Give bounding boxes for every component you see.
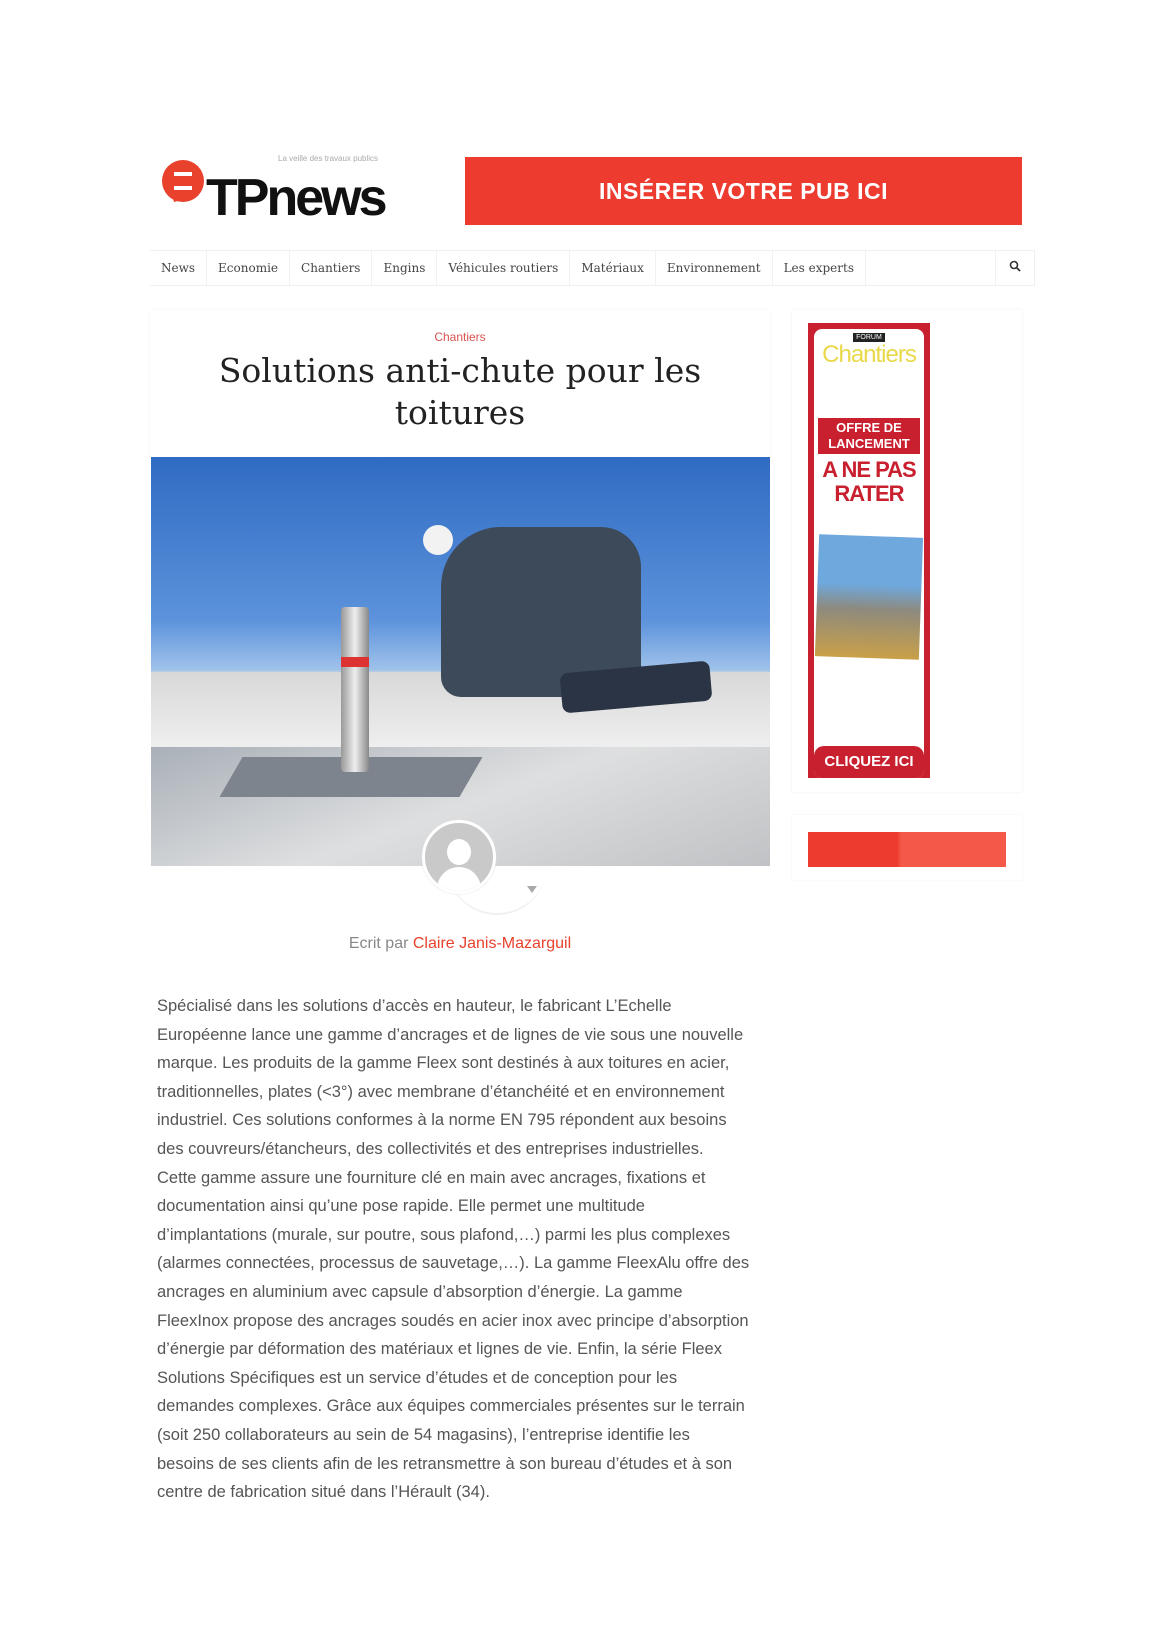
body-line: (soit 250 collaborateurs au sein de 54 magasins), l’entreprise identifie les [157, 1425, 690, 1444]
body-line: Spécialisé dans les solutions d’accès en hauteur, le fabricant L’Echelle [157, 997, 672, 1015]
body-line: FleexInox propose des ancrages soudés en acier inox avec principe d’absorption [157, 1311, 749, 1330]
article-body [157, 992, 857, 1507]
body-line: des couvreurs/étancheurs, des collectivités et des entreprises industrielles. [157, 1139, 704, 1158]
byline-prefix: Ecrit par [348, 935, 409, 952]
body-line: marque. Les produits de la gamme Fleex sont destinés à aux toitures en acier, [157, 1054, 730, 1073]
byline [150, 935, 770, 953]
article-category[interactable]: Chantiers [434, 330, 486, 344]
body-line: d’énergie par déformation des matériaux et lignes de vie. Enfin, la série Fleex [157, 1340, 722, 1359]
author-link[interactable]: Claire Janis-Mazarguil [412, 935, 572, 952]
nav-item-economie[interactable]: Economie [207, 251, 290, 285]
ad-offer: OFFRE DE LANCEMENT [818, 418, 920, 454]
nav-item-news[interactable]: News [150, 251, 207, 285]
body-line: Cette gamme assure une fourniture clé en main avec ancrages, fixations et [157, 1168, 706, 1187]
main-nav [150, 250, 1035, 286]
body-line: Solutions Spécifiques est un service d’études et de conception pour les [157, 1368, 678, 1387]
article-title: Solutions anti-chute pour les toitures [218, 351, 702, 432]
nav-item-materiaux[interactable]: Matériaux [570, 251, 656, 285]
ad-brand-small: FORUM [853, 333, 885, 342]
body-line: industriel. Ces solutions conformes à la norme EN 795 répondent aux besoins [157, 1111, 727, 1130]
forum-chantiers-ad[interactable] [808, 323, 930, 778]
magazine-cover-image [815, 534, 923, 660]
ad-headline: A NE PAS RATER [822, 457, 916, 506]
body-line: traditionnelles, plates (<3°) avec membrane d’étanchéité et en environnement [157, 1082, 725, 1101]
body-line: d’implantations (murale, sur poutre, sous plafond,…) parmi les plus complexes [157, 1225, 731, 1244]
body-line: demandes complexes. Grâce aux équipes commerciales présentes sur le terrain [157, 1397, 745, 1416]
logo-tagline: La veille des travaux publics [278, 154, 379, 163]
caret-down-icon [527, 886, 537, 898]
article-photo [151, 457, 770, 866]
nav-item-engins[interactable]: Engins [372, 251, 437, 285]
author-avatar[interactable] [422, 820, 496, 894]
nav-item-vehicules[interactable]: Véhicules routiers [437, 251, 570, 285]
header-ad-banner[interactable] [465, 157, 1022, 225]
ad-brand: Chantiers [822, 341, 916, 368]
nav-item-environnement[interactable]: Environnement [656, 251, 773, 285]
body-line: (alarmes connectées, processus de sauvetage,…). La gamme FleexAlu offre des [157, 1254, 750, 1273]
banner-text: INSÉRER VOTRE PUB ICI [598, 177, 889, 204]
search-icon[interactable] [995, 251, 1035, 285]
body-line: Européenne lance une gamme d’ancrages et de lignes de vie sous une nouvelle [157, 1025, 744, 1044]
tpnews-logo[interactable] [160, 150, 400, 232]
logo-bubble-icon [162, 160, 204, 202]
nav-item-experts[interactable]: Les experts [773, 251, 866, 285]
sidebar-red-banner[interactable] [808, 832, 1006, 867]
body-line: centre de fabrication situé dans l’Hérault (34). [157, 1483, 490, 1502]
ad-cta-button[interactable]: CLIQUEZ ICI [814, 746, 924, 778]
body-line: ancrages en aluminium avec capsule d’absorption d’énergie. La gamme [157, 1282, 683, 1301]
logo-text: TPnews [206, 169, 385, 227]
nav-item-chantiers[interactable]: Chantiers [290, 251, 372, 285]
body-line: documentation ainsi qu’une pose rapide. Elle permet une multitude [157, 1197, 645, 1216]
body-line: besoins de ses clients afin de les retransmettre à son bureau d’études et à son [157, 1454, 733, 1473]
